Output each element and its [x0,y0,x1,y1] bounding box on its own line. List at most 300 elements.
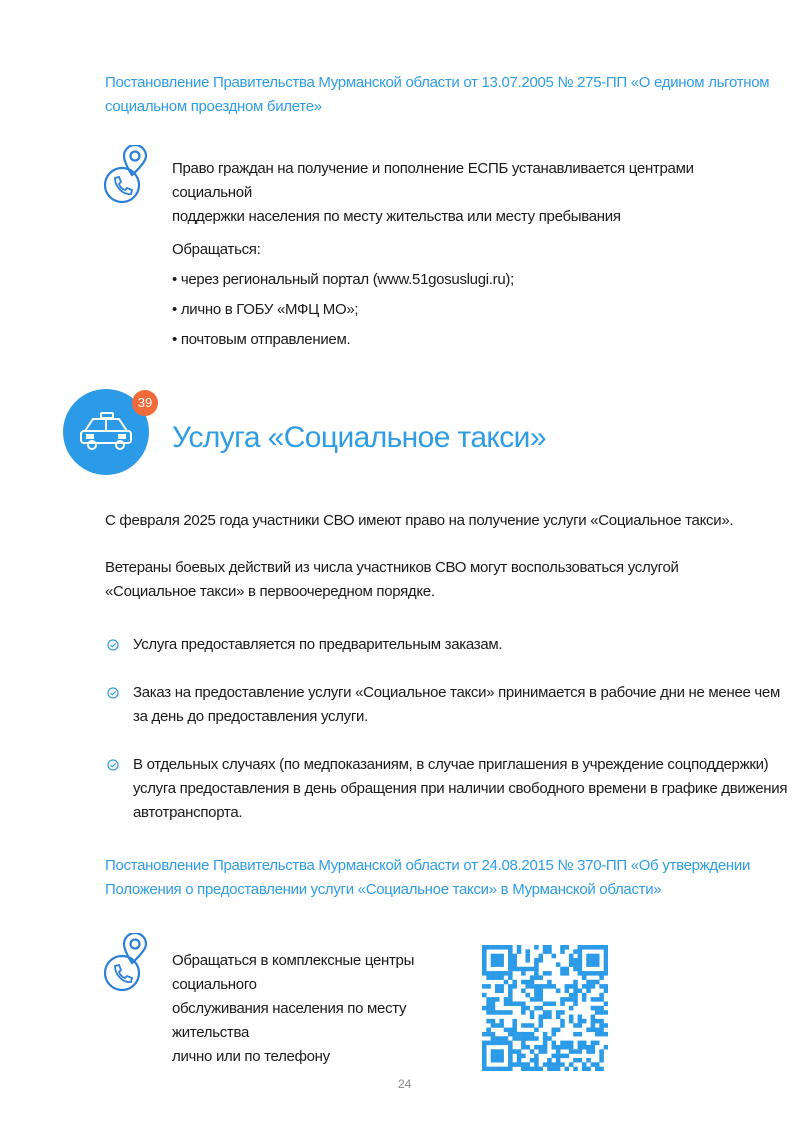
qr-module [521,1006,526,1011]
qr-module [486,1019,491,1024]
qr-module [517,1049,522,1054]
qr-module [599,945,604,950]
qr-module [604,971,608,976]
qr-module [573,988,578,993]
qr-module [508,945,513,950]
qr-module [595,954,600,959]
qr-module [482,945,487,950]
qr-module [582,971,587,976]
qr-module [504,1036,509,1041]
qr-module [508,1041,513,1046]
qr-module [599,1010,604,1015]
qr-module [538,1045,543,1050]
qr-module [534,988,539,993]
contact-2-line-1: Обращаться в комплексные центры социального [172,952,415,993]
qr-module [556,962,561,967]
qr-module [604,1032,608,1037]
qr-module [482,971,487,976]
qr-module [508,1001,513,1006]
qr-module [591,962,596,967]
qr-module [521,1062,526,1067]
qr-module [495,984,500,989]
qr-module [530,1036,535,1041]
qr-module [595,962,600,967]
qr-module [495,1036,500,1041]
qr-module [521,1010,526,1015]
qr-module [517,1001,522,1006]
qr-module [525,993,530,998]
qr-module [499,988,504,993]
qr-module [491,1001,496,1006]
qr-module [591,1045,596,1050]
qr-module [517,1032,522,1037]
qr-module [578,967,583,972]
qr-module [578,1015,583,1020]
qr-module [569,984,574,989]
qr-module [499,954,504,959]
qr-module [599,1049,604,1054]
qr-module [582,997,587,1002]
qr-module [591,1041,596,1046]
qr-module [547,949,552,954]
qr-module [586,1067,591,1071]
qr-module [560,1041,565,1046]
qr-module [582,1041,587,1046]
qr-module [499,1019,504,1024]
qr-module [573,997,578,1002]
qr-module [538,984,543,989]
qr-module [508,1067,513,1071]
qr-module [591,1019,596,1024]
decree-2-line-1: Постановление Правительства Мурманской области от 24.08.2015 № 370-ПП «Об утверждении [105,857,751,874]
qr-module [534,962,539,967]
qr-module [495,997,500,1002]
qr-module [538,958,543,963]
qr-module [552,954,557,959]
qr-module [491,1041,496,1046]
qr-module [599,971,604,976]
qr-module [569,993,574,998]
qr-module [538,1049,543,1054]
qr-module [482,984,487,989]
qr-module [604,958,608,963]
qr-module [534,1006,539,1011]
checklist-item-3-line-1: В отдельных случаях (по медпоказаниям, в случае приглашения в учреждение соцподдержки) [133,756,769,773]
qr-module [530,1049,535,1054]
qr-module [486,971,491,976]
qr-module [508,975,513,980]
qr-module [486,1010,491,1015]
qr-module [482,949,487,954]
qr-module [569,1041,574,1046]
checklist-item-3-line-3: автотранспорта. [133,804,243,821]
qr-module [569,1062,574,1067]
qr-module [525,984,530,989]
qr-module [499,1036,504,1041]
qr-code-icon[interactable] [482,945,608,1071]
qr-module [595,1062,600,1067]
qr-module [604,1001,608,1006]
qr-module [552,1001,557,1006]
qr-module [486,1006,491,1011]
qr-module [491,1054,496,1059]
qr-module [586,971,591,976]
qr-module [525,1023,530,1028]
qr-module [517,1058,522,1063]
qr-module [591,1023,596,1028]
qr-module [591,954,596,959]
qr-module [486,1028,491,1033]
qr-module [578,1032,583,1037]
contact-1-line-2: поддержки населения по месту жительства или месту пребывания [172,208,621,225]
qr-module [482,1032,487,1037]
qr-module [495,1058,500,1063]
qr-module [591,1015,596,1020]
checklist-item-3-line-2: услуга предоставления в день обращения при наличии свободного времени в графике движения [133,780,788,797]
intro-paragraph-1: С февраля 2025 года участники СВО имеют право на получение услуги «Социальное такси». [105,512,734,529]
qr-module [591,980,596,985]
checklist-item-2-line-1: Заказ на предоставление услуги «Социальное такси» принимается в рабочие дни не менее чем [133,684,780,701]
intro-paragraph-2-line-1: Ветераны боевых действий из числа участников СВО могут воспользоваться услугой [105,559,679,576]
qr-module [530,1032,535,1037]
qr-module [547,1036,552,1041]
qr-module [534,967,539,972]
qr-module [499,1049,504,1054]
qr-module [482,954,487,959]
qr-module [530,1015,535,1020]
location-phone-icon [102,933,150,995]
qr-module [595,1067,600,1071]
qr-module [521,1001,526,1006]
qr-module [565,988,570,993]
qr-module [573,962,578,967]
qr-module [512,984,517,989]
qr-module [604,954,608,959]
checklist-item [107,753,797,825]
qr-module [530,980,535,985]
qr-module [538,1023,543,1028]
qr-module [582,975,587,980]
qr-module [521,1054,526,1059]
qr-module [543,1049,548,1054]
qr-module [504,1067,509,1071]
qr-module [491,945,496,950]
qr-module [578,954,583,959]
qr-module [543,1041,548,1046]
qr-module [508,1054,513,1059]
qr-module [486,1067,491,1071]
qr-module [499,962,504,967]
qr-module [482,958,487,963]
qr-module [599,984,604,989]
qr-module [491,954,496,959]
qr-module [556,1067,561,1071]
qr-module [595,1028,600,1033]
qr-module [508,1045,513,1050]
qr-module [538,954,543,959]
qr-module [578,1045,583,1050]
qr-module [525,958,530,963]
qr-module [552,1041,557,1046]
qr-module [508,971,513,976]
qr-module [586,1049,591,1054]
qr-module [525,1036,530,1041]
qr-module [534,945,539,950]
qr-module [569,1019,574,1024]
qr-module [495,1023,500,1028]
qr-module [512,1049,517,1054]
qr-module [543,1032,548,1037]
qr-module [599,1019,604,1024]
qr-module [547,980,552,985]
qr-module [586,962,591,967]
qr-module [504,1001,509,1006]
qr-module [508,954,513,959]
qr-module [586,984,591,989]
qr-module [525,1045,530,1050]
qr-module [599,1067,604,1071]
qr-module [504,980,509,985]
qr-module [560,1062,565,1067]
qr-module [538,988,543,993]
qr-module [599,993,604,998]
qr-module [547,1062,552,1067]
qr-module [543,1062,548,1067]
qr-module [556,1049,561,1054]
qr-module [543,971,548,976]
qr-module [499,971,504,976]
qr-module [521,1032,526,1037]
qr-module [538,997,543,1002]
qr-module [482,1062,487,1067]
qr-module [599,975,604,980]
qr-module [491,1006,496,1011]
qr-module [578,1049,583,1054]
section-title: Услуга «Социальное такси» [172,421,546,454]
qr-module [560,1054,565,1059]
qr-module [591,1028,596,1033]
qr-module [565,971,570,976]
apply-block [172,235,732,355]
qr-module [573,980,578,985]
checklist-item-1-line-1: Услуга предоставляется по предварительным заказам. [133,636,503,653]
qr-module [534,993,539,998]
qr-module [499,984,504,989]
qr-module [521,1036,526,1041]
qr-module [534,971,539,976]
qr-module [486,984,491,989]
qr-module [495,945,500,950]
qr-module [491,975,496,980]
qr-module [547,1067,552,1071]
qr-module [547,1010,552,1015]
qr-module [499,1041,504,1046]
qr-module [543,945,548,950]
qr-module [525,949,530,954]
qr-module [499,1010,504,1015]
checklist-item-2-line-2: за день до предоставления услуги. [133,708,369,725]
qr-module [595,945,600,950]
qr-module [534,997,539,1002]
qr-module [573,967,578,972]
qr-module [578,971,583,976]
qr-module [556,1010,561,1015]
qr-module [569,1045,574,1050]
qr-module [491,1010,496,1015]
qr-module [508,1010,513,1015]
qr-module [599,1006,604,1011]
qr-module [512,954,517,959]
qr-module [595,1032,600,1037]
qr-module [499,1054,504,1059]
qr-module [512,967,517,972]
qr-module [604,988,608,993]
qr-module [595,997,600,1002]
qr-module [491,1058,496,1063]
qr-module [525,980,530,985]
contact-2-text [172,949,472,1069]
qr-module [560,949,565,954]
qr-module [491,1023,496,1028]
qr-module [491,962,496,967]
qr-module [530,1058,535,1063]
qr-module [569,1015,574,1020]
qr-module [534,958,539,963]
qr-module [504,1010,509,1015]
qr-module [534,1062,539,1067]
qr-module [573,1023,578,1028]
qr-module [573,993,578,998]
apply-item-portal: • через региональный портал (www.51gosuslugi.ru); [172,271,514,288]
location-phone-icon [102,145,150,207]
qr-module [582,1067,587,1071]
qr-module [508,962,513,967]
qr-module [521,971,526,976]
decree-2-line-2: Положения о предоставлении услуги «Социальное такси» в Мурманской области» [105,881,662,898]
qr-module [556,1015,561,1020]
qr-module [582,993,587,998]
qr-module [538,1067,543,1071]
qr-module [534,1054,539,1059]
qr-module [599,1032,604,1037]
qr-module [534,984,539,989]
qr-module [591,984,596,989]
qr-module [573,1067,578,1071]
qr-module [556,1028,561,1033]
qr-module [591,997,596,1002]
qr-module [508,988,513,993]
qr-module [547,1058,552,1063]
qr-module [569,997,574,1002]
qr-module [495,962,500,967]
qr-module [517,967,522,972]
qr-module [538,1006,543,1011]
qr-module [482,993,487,998]
qr-module [591,1062,596,1067]
qr-module [517,1036,522,1041]
qr-module [595,1010,600,1015]
qr-module [534,1058,539,1063]
qr-module [508,1062,513,1067]
qr-module [586,1028,591,1033]
qr-module [586,980,591,985]
qr-module [573,1001,578,1006]
contact-1-line-1: Право граждан на получение и пополнение ЕСПБ устанавливается центрами социальной [172,160,694,201]
qr-module [604,1010,608,1015]
qr-module [595,958,600,963]
qr-module [530,1067,535,1071]
qr-module [534,975,539,980]
qr-module [578,958,583,963]
qr-module [495,1041,500,1046]
qr-module [482,1054,487,1059]
decree-1-line-1: Постановление Правительства Мурманской области от 13.07.2005 № 275-ПП «О едином льготном [105,74,770,91]
qr-module [530,975,535,980]
qr-module [604,984,608,989]
qr-module [565,945,570,950]
qr-module [508,1028,513,1033]
qr-module [508,949,513,954]
qr-module [604,967,608,972]
apply-item-post: • почтовым отправлением. [172,331,351,348]
qr-module [495,1067,500,1071]
qr-module [499,1058,504,1063]
qr-module [517,949,522,954]
qr-module [547,945,552,950]
intro-paragraph-2 [105,556,785,604]
qr-module [508,967,513,972]
qr-module [591,1049,596,1054]
qr-module [599,1054,604,1059]
qr-module [495,958,500,963]
qr-module [512,980,517,985]
qr-module [521,1023,526,1028]
qr-module [530,984,535,989]
qr-module [586,958,591,963]
qr-module [560,967,565,972]
qr-module [512,1019,517,1024]
qr-module [552,1045,557,1050]
qr-module [604,1023,608,1028]
qr-module [556,1058,561,1063]
qr-module [573,1032,578,1037]
qr-module [569,1049,574,1054]
page-number: 24 [398,1077,412,1091]
qr-module [525,1067,530,1071]
qr-module [604,1045,608,1050]
qr-module [504,945,509,950]
qr-module [495,975,500,980]
qr-module [543,984,548,989]
qr-module [499,945,504,950]
qr-module [543,949,548,954]
qr-module [521,988,526,993]
qr-module [495,1049,500,1054]
qr-module [486,975,491,980]
qr-module [547,1001,552,1006]
qr-module [560,971,565,976]
qr-module [582,945,587,950]
qr-module [525,1032,530,1037]
qr-module [560,997,565,1002]
qr-module [591,1006,596,1011]
qr-module [486,1041,491,1046]
qr-module [578,1058,583,1063]
qr-module [482,1049,487,1054]
check-circle-icon [107,639,119,651]
qr-module [517,945,522,950]
qr-module [565,984,570,989]
